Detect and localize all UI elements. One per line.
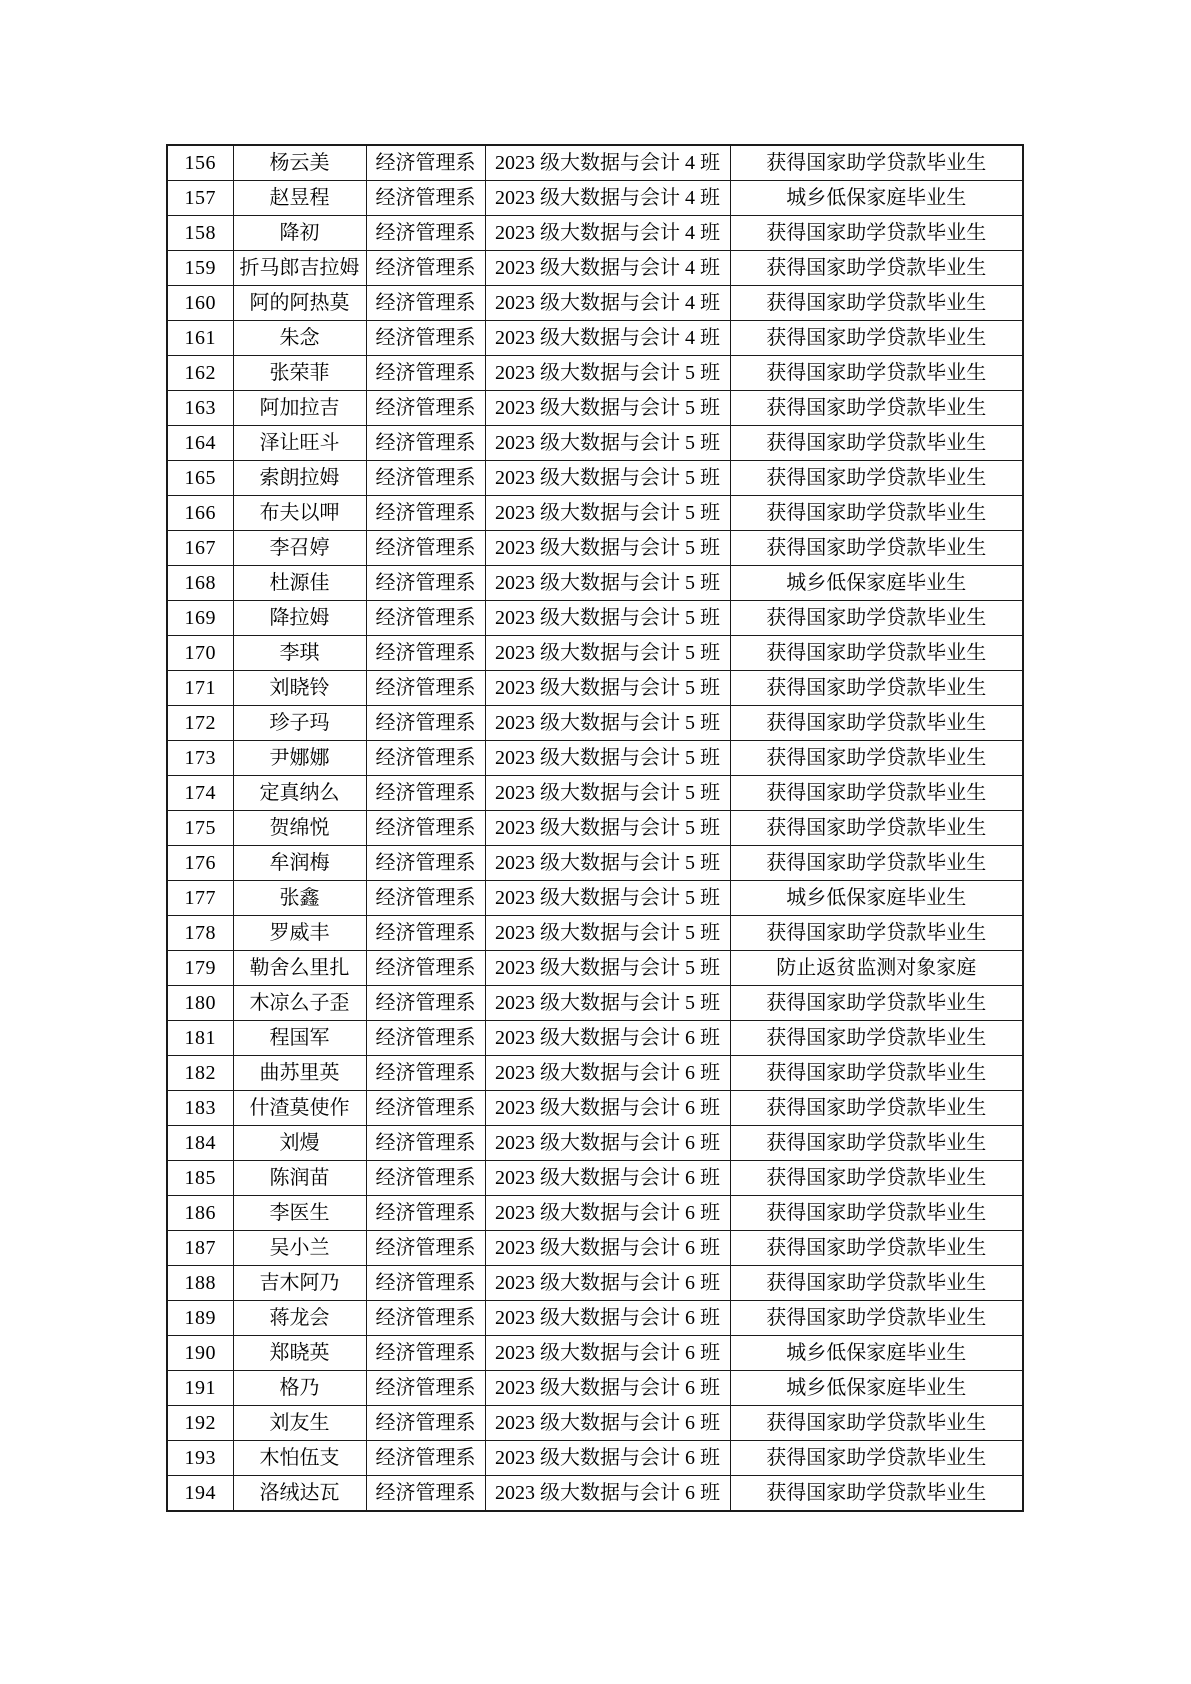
cell-status: 获得国家助学贷款毕业生 (730, 706, 1023, 741)
cell-status: 获得国家助学贷款毕业生 (730, 145, 1023, 181)
cell-name: 阿的阿热莫 (233, 286, 366, 321)
cell-class: 2023 级大数据与会计 6 班 (485, 1196, 730, 1231)
cell-department: 经济管理系 (366, 461, 485, 496)
cell-class: 2023 级大数据与会计 6 班 (485, 1161, 730, 1196)
cell-name: 吉木阿乃 (233, 1266, 366, 1301)
table-row (167, 1336, 1023, 1371)
cell-status: 防止返贫监测对象家庭 (730, 951, 1023, 986)
cell-department: 经济管理系 (366, 916, 485, 951)
table-row (167, 916, 1023, 951)
cell-class: 2023 级大数据与会计 4 班 (485, 321, 730, 356)
cell-name: 木怕伍支 (233, 1441, 366, 1476)
cell-department: 经济管理系 (366, 1336, 485, 1371)
cell-name: 杨云美 (233, 145, 366, 181)
cell-department: 经济管理系 (366, 286, 485, 321)
cell-department: 经济管理系 (366, 881, 485, 916)
cell-class: 2023 级大数据与会计 5 班 (485, 776, 730, 811)
cell-class: 2023 级大数据与会计 6 班 (485, 1056, 730, 1091)
cell-index: 162 (167, 356, 233, 391)
cell-department: 经济管理系 (366, 1056, 485, 1091)
table-row (167, 1476, 1023, 1512)
cell-name: 赵昱程 (233, 181, 366, 216)
cell-department: 经济管理系 (366, 321, 485, 356)
table-row (167, 1161, 1023, 1196)
cell-name: 贺绵悦 (233, 811, 366, 846)
cell-department: 经济管理系 (366, 776, 485, 811)
cell-status: 获得国家助学贷款毕业生 (730, 216, 1023, 251)
table-row (167, 986, 1023, 1021)
cell-index: 172 (167, 706, 233, 741)
cell-class: 2023 级大数据与会计 5 班 (485, 636, 730, 671)
cell-index: 186 (167, 1196, 233, 1231)
cell-department: 经济管理系 (366, 741, 485, 776)
table-row (167, 145, 1023, 181)
cell-class: 2023 级大数据与会计 6 班 (485, 1266, 730, 1301)
cell-status: 获得国家助学贷款毕业生 (730, 1126, 1023, 1161)
cell-class: 2023 级大数据与会计 6 班 (485, 1476, 730, 1512)
cell-class: 2023 级大数据与会计 5 班 (485, 601, 730, 636)
cell-status: 获得国家助学贷款毕业生 (730, 1161, 1023, 1196)
cell-index: 158 (167, 216, 233, 251)
cell-status: 城乡低保家庭毕业生 (730, 881, 1023, 916)
cell-index: 193 (167, 1441, 233, 1476)
cell-department: 经济管理系 (366, 426, 485, 461)
cell-index: 190 (167, 1336, 233, 1371)
cell-class: 2023 级大数据与会计 5 班 (485, 881, 730, 916)
table-row (167, 1406, 1023, 1441)
cell-index: 166 (167, 496, 233, 531)
cell-department: 经济管理系 (366, 1441, 485, 1476)
cell-department: 经济管理系 (366, 251, 485, 286)
cell-status: 获得国家助学贷款毕业生 (730, 286, 1023, 321)
cell-status: 获得国家助学贷款毕业生 (730, 321, 1023, 356)
cell-status: 获得国家助学贷款毕业生 (730, 531, 1023, 566)
cell-name: 张鑫 (233, 881, 366, 916)
cell-name: 泽让旺斗 (233, 426, 366, 461)
cell-name: 罗威丰 (233, 916, 366, 951)
cell-class: 2023 级大数据与会计 5 班 (485, 706, 730, 741)
table-row (167, 181, 1023, 216)
table-row (167, 531, 1023, 566)
cell-name: 阿加拉吉 (233, 391, 366, 426)
cell-class: 2023 级大数据与会计 5 班 (485, 391, 730, 426)
table-row (167, 321, 1023, 356)
cell-status: 获得国家助学贷款毕业生 (730, 1406, 1023, 1441)
cell-status: 获得国家助学贷款毕业生 (730, 391, 1023, 426)
cell-class: 2023 级大数据与会计 4 班 (485, 216, 730, 251)
cell-name: 郑晓英 (233, 1336, 366, 1371)
table-row (167, 251, 1023, 286)
table-row (167, 1196, 1023, 1231)
table-row (167, 846, 1023, 881)
table-row (167, 1301, 1023, 1336)
cell-index: 164 (167, 426, 233, 461)
cell-class: 2023 级大数据与会计 6 班 (485, 1336, 730, 1371)
table-row (167, 1091, 1023, 1126)
cell-name: 曲苏里英 (233, 1056, 366, 1091)
cell-class: 2023 级大数据与会计 4 班 (485, 251, 730, 286)
cell-class: 2023 级大数据与会计 5 班 (485, 951, 730, 986)
cell-status: 获得国家助学贷款毕业生 (730, 741, 1023, 776)
cell-index: 173 (167, 741, 233, 776)
table-row (167, 286, 1023, 321)
table-row (167, 636, 1023, 671)
cell-status: 获得国家助学贷款毕业生 (730, 986, 1023, 1021)
cell-status: 城乡低保家庭毕业生 (730, 1371, 1023, 1406)
table-row (167, 1056, 1023, 1091)
table-row (167, 216, 1023, 251)
table-row (167, 1266, 1023, 1301)
table-row (167, 671, 1023, 706)
cell-index: 165 (167, 461, 233, 496)
cell-index: 192 (167, 1406, 233, 1441)
cell-department: 经济管理系 (366, 1126, 485, 1161)
cell-class: 2023 级大数据与会计 5 班 (485, 566, 730, 601)
cell-status: 获得国家助学贷款毕业生 (730, 671, 1023, 706)
cell-index: 157 (167, 181, 233, 216)
cell-department: 经济管理系 (366, 356, 485, 391)
cell-class: 2023 级大数据与会计 4 班 (485, 286, 730, 321)
cell-name: 刘熳 (233, 1126, 366, 1161)
table-row (167, 1441, 1023, 1476)
cell-department: 经济管理系 (366, 566, 485, 601)
cell-class: 2023 级大数据与会计 5 班 (485, 846, 730, 881)
cell-name: 刘友生 (233, 1406, 366, 1441)
cell-department: 经济管理系 (366, 391, 485, 426)
cell-name: 李召婷 (233, 531, 366, 566)
table-row (167, 1126, 1023, 1161)
cell-index: 174 (167, 776, 233, 811)
table-row (167, 601, 1023, 636)
cell-department: 经济管理系 (366, 951, 485, 986)
cell-class: 2023 级大数据与会计 6 班 (485, 1406, 730, 1441)
cell-department: 经济管理系 (366, 846, 485, 881)
cell-department: 经济管理系 (366, 531, 485, 566)
table-row (167, 776, 1023, 811)
cell-index: 179 (167, 951, 233, 986)
cell-name: 折马郎吉拉姆 (233, 251, 366, 286)
cell-status: 获得国家助学贷款毕业生 (730, 1091, 1023, 1126)
cell-name: 李医生 (233, 1196, 366, 1231)
roster-body (167, 145, 1023, 1511)
table-row (167, 811, 1023, 846)
cell-name: 珍子玛 (233, 706, 366, 741)
table-row (167, 706, 1023, 741)
cell-status: 获得国家助学贷款毕业生 (730, 496, 1023, 531)
table-row (167, 1371, 1023, 1406)
cell-department: 经济管理系 (366, 145, 485, 181)
cell-class: 2023 级大数据与会计 6 班 (485, 1441, 730, 1476)
cell-status: 获得国家助学贷款毕业生 (730, 461, 1023, 496)
cell-index: 180 (167, 986, 233, 1021)
cell-department: 经济管理系 (366, 1406, 485, 1441)
cell-index: 160 (167, 286, 233, 321)
cell-class: 2023 级大数据与会计 5 班 (485, 461, 730, 496)
cell-status: 获得国家助学贷款毕业生 (730, 356, 1023, 391)
cell-status: 城乡低保家庭毕业生 (730, 566, 1023, 601)
cell-department: 经济管理系 (366, 1196, 485, 1231)
cell-status: 城乡低保家庭毕业生 (730, 181, 1023, 216)
cell-index: 178 (167, 916, 233, 951)
table-row (167, 461, 1023, 496)
cell-status: 获得国家助学贷款毕业生 (730, 1196, 1023, 1231)
cell-name: 格乃 (233, 1371, 366, 1406)
cell-status: 获得国家助学贷款毕业生 (730, 1476, 1023, 1512)
cell-name: 勒舍么里扎 (233, 951, 366, 986)
cell-name: 降拉姆 (233, 601, 366, 636)
cell-status: 获得国家助学贷款毕业生 (730, 426, 1023, 461)
cell-status: 获得国家助学贷款毕业生 (730, 1056, 1023, 1091)
cell-department: 经济管理系 (366, 1301, 485, 1336)
cell-index: 189 (167, 1301, 233, 1336)
cell-index: 169 (167, 601, 233, 636)
cell-index: 194 (167, 1476, 233, 1512)
table-row (167, 881, 1023, 916)
student-roster-table (166, 144, 1024, 1512)
cell-department: 经济管理系 (366, 1266, 485, 1301)
cell-department: 经济管理系 (366, 181, 485, 216)
cell-department: 经济管理系 (366, 706, 485, 741)
cell-index: 175 (167, 811, 233, 846)
table-row (167, 356, 1023, 391)
cell-department: 经济管理系 (366, 986, 485, 1021)
cell-name: 木凉么子歪 (233, 986, 366, 1021)
cell-department: 经济管理系 (366, 1476, 485, 1512)
cell-status: 获得国家助学贷款毕业生 (730, 1266, 1023, 1301)
cell-index: 177 (167, 881, 233, 916)
cell-class: 2023 级大数据与会计 5 班 (485, 531, 730, 566)
cell-department: 经济管理系 (366, 1021, 485, 1056)
cell-class: 2023 级大数据与会计 5 班 (485, 811, 730, 846)
cell-class: 2023 级大数据与会计 6 班 (485, 1091, 730, 1126)
cell-class: 2023 级大数据与会计 6 班 (485, 1021, 730, 1056)
cell-status: 获得国家助学贷款毕业生 (730, 1301, 1023, 1336)
cell-index: 181 (167, 1021, 233, 1056)
cell-name: 定真纳么 (233, 776, 366, 811)
cell-index: 171 (167, 671, 233, 706)
cell-class: 2023 级大数据与会计 6 班 (485, 1371, 730, 1406)
cell-class: 2023 级大数据与会计 6 班 (485, 1301, 730, 1336)
cell-index: 170 (167, 636, 233, 671)
cell-name: 牟润梅 (233, 846, 366, 881)
cell-class: 2023 级大数据与会计 5 班 (485, 356, 730, 391)
cell-status: 获得国家助学贷款毕业生 (730, 1231, 1023, 1266)
cell-status: 获得国家助学贷款毕业生 (730, 601, 1023, 636)
table-row (167, 496, 1023, 531)
cell-department: 经济管理系 (366, 636, 485, 671)
cell-name: 布夫以呷 (233, 496, 366, 531)
cell-index: 159 (167, 251, 233, 286)
cell-index: 183 (167, 1091, 233, 1126)
cell-name: 朱念 (233, 321, 366, 356)
table-row (167, 951, 1023, 986)
cell-name: 蒋龙会 (233, 1301, 366, 1336)
cell-class: 2023 级大数据与会计 4 班 (485, 145, 730, 181)
cell-status: 获得国家助学贷款毕业生 (730, 776, 1023, 811)
cell-index: 187 (167, 1231, 233, 1266)
cell-index: 163 (167, 391, 233, 426)
cell-class: 2023 级大数据与会计 4 班 (485, 181, 730, 216)
table-row (167, 1021, 1023, 1056)
table-row (167, 391, 1023, 426)
cell-status: 获得国家助学贷款毕业生 (730, 811, 1023, 846)
cell-index: 168 (167, 566, 233, 601)
cell-index: 185 (167, 1161, 233, 1196)
cell-name: 吴小兰 (233, 1231, 366, 1266)
cell-index: 182 (167, 1056, 233, 1091)
cell-class: 2023 级大数据与会计 5 班 (485, 426, 730, 461)
cell-index: 156 (167, 145, 233, 181)
cell-department: 经济管理系 (366, 1091, 485, 1126)
cell-department: 经济管理系 (366, 601, 485, 636)
cell-class: 2023 级大数据与会计 6 班 (485, 1126, 730, 1161)
cell-index: 188 (167, 1266, 233, 1301)
cell-department: 经济管理系 (366, 1371, 485, 1406)
cell-status: 获得国家助学贷款毕业生 (730, 1021, 1023, 1056)
cell-status: 获得国家助学贷款毕业生 (730, 1441, 1023, 1476)
table-row (167, 426, 1023, 461)
cell-class: 2023 级大数据与会计 6 班 (485, 1231, 730, 1266)
cell-name: 杜源佳 (233, 566, 366, 601)
cell-status: 获得国家助学贷款毕业生 (730, 636, 1023, 671)
cell-status: 获得国家助学贷款毕业生 (730, 846, 1023, 881)
cell-department: 经济管理系 (366, 216, 485, 251)
cell-status: 获得国家助学贷款毕业生 (730, 916, 1023, 951)
table-row (167, 1231, 1023, 1266)
cell-status: 获得国家助学贷款毕业生 (730, 251, 1023, 286)
cell-class: 2023 级大数据与会计 5 班 (485, 496, 730, 531)
table-row (167, 566, 1023, 601)
cell-name: 陈润苗 (233, 1161, 366, 1196)
cell-name: 程国军 (233, 1021, 366, 1056)
cell-class: 2023 级大数据与会计 5 班 (485, 741, 730, 776)
cell-name: 刘晓铃 (233, 671, 366, 706)
cell-department: 经济管理系 (366, 1231, 485, 1266)
cell-department: 经济管理系 (366, 671, 485, 706)
cell-department: 经济管理系 (366, 811, 485, 846)
cell-index: 167 (167, 531, 233, 566)
cell-name: 什渣莫使作 (233, 1091, 366, 1126)
cell-class: 2023 级大数据与会计 5 班 (485, 671, 730, 706)
cell-name: 尹娜娜 (233, 741, 366, 776)
cell-index: 161 (167, 321, 233, 356)
cell-class: 2023 级大数据与会计 5 班 (485, 986, 730, 1021)
cell-class: 2023 级大数据与会计 5 班 (485, 916, 730, 951)
cell-index: 176 (167, 846, 233, 881)
cell-department: 经济管理系 (366, 1161, 485, 1196)
table-row (167, 741, 1023, 776)
cell-name: 索朗拉姆 (233, 461, 366, 496)
cell-index: 191 (167, 1371, 233, 1406)
cell-department: 经济管理系 (366, 496, 485, 531)
cell-status: 城乡低保家庭毕业生 (730, 1336, 1023, 1371)
cell-name: 洛绒达瓦 (233, 1476, 366, 1512)
cell-name: 李琪 (233, 636, 366, 671)
cell-index: 184 (167, 1126, 233, 1161)
cell-name: 降初 (233, 216, 366, 251)
cell-name: 张荣菲 (233, 356, 366, 391)
